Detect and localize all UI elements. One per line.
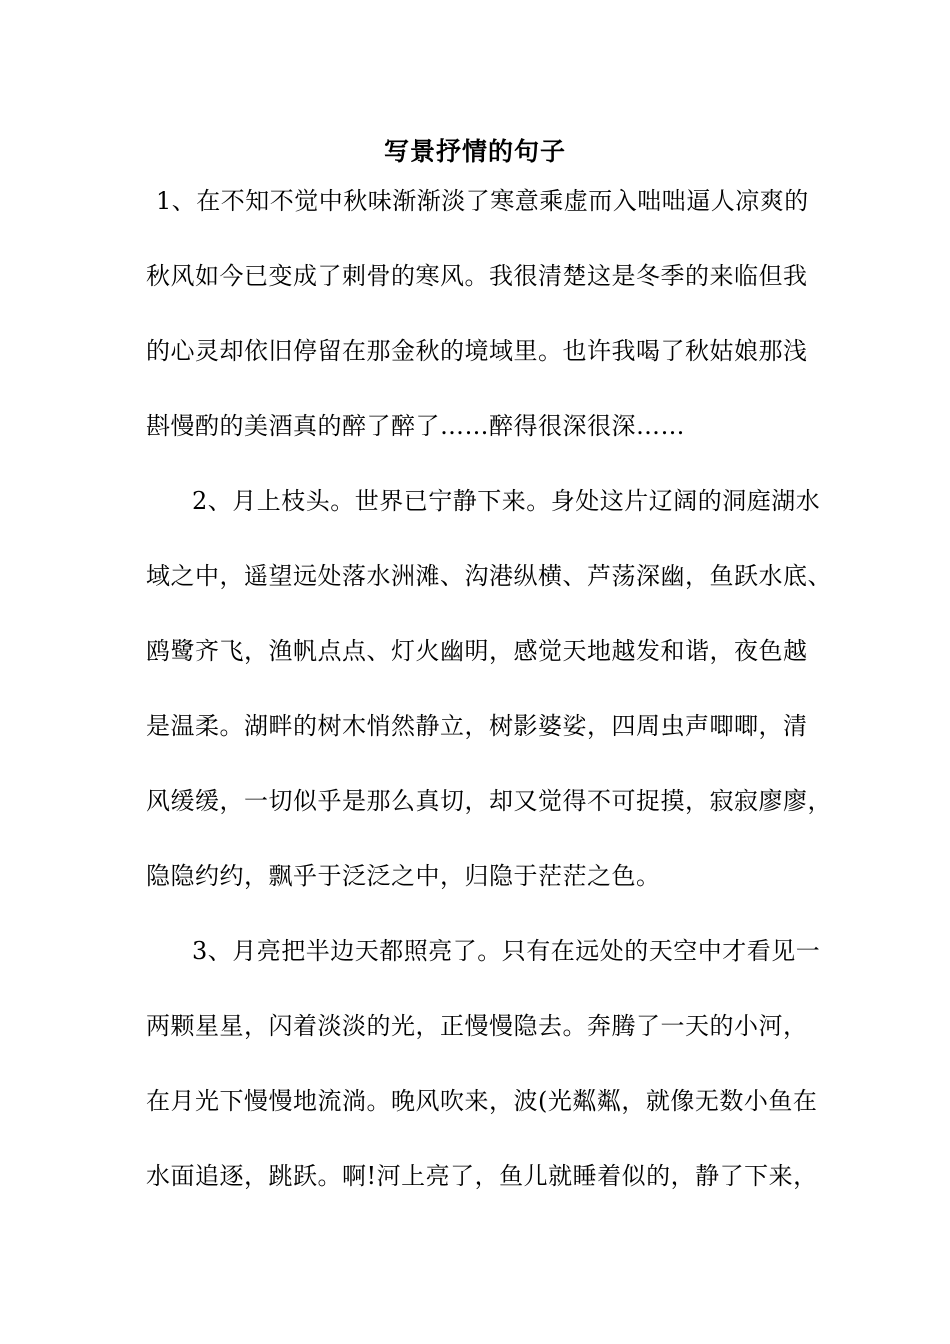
paragraph-1-line-3: 的心灵却依旧停留在那金秋的境域里。也许我喝了秋姑娘那浅 [146,337,808,365]
paragraph-2-line-6: 隐隐约约，飘乎于泛泛之中，归隐于茫茫之色。 [146,862,661,890]
paragraph-3-line-2: 两颗星星，闪着淡淡的光，正慢慢隐去。奔腾了一天的小河， [146,1012,808,1040]
paragraph-3-line-4: 水面追逐，跳跃。啊!河上亮了，鱼儿就睡着似的，静了下来， [146,1162,818,1190]
paragraph-2-line-1: 2、月上枝头。世界已宁静下来。身处这片辽阔的洞庭湖水 [192,487,821,515]
paragraph-1-line-4: 斟慢酌的美酒真的醉了醉了……醉得很深很深…… [146,412,685,440]
paragraph-2-line-3: 鸥鹭齐飞，渔帆点点、灯火幽明，感觉天地越发和谐，夜色越 [146,637,808,665]
document-title: 写景抒情的句子 [383,137,566,166]
paragraph-2-line-5: 风缓缓，一切似乎是那么真切，却又觉得不可捉摸，寂寂廖廖， [146,787,832,815]
paragraph-2-line-2: 域之中，遥望远处落水洲滩、沟港纵横、芦荡深幽，鱼跃水底、 [146,562,832,590]
paragraph-3-line-3: 在月光下慢慢地流淌。晚风吹来，波(光粼粼，就像无数小鱼在 [146,1087,818,1115]
paragraph-3-line-1: 3、月亮把半边天都照亮了。只有在远处的天空中才看见一 [192,937,821,965]
paragraph-1-line-1: 1、在不知不觉中秋味渐渐淡了寒意乘虚而入咄咄逼人凉爽的 [156,187,809,215]
paragraph-2-line-4: 是温柔。湖畔的树木悄然静立，树影婆娑，四周虫声唧唧，清 [146,712,808,740]
paragraph-1-line-2: 秋风如今已变成了刺骨的寒风。我很清楚这是冬季的来临但我 [146,262,808,290]
